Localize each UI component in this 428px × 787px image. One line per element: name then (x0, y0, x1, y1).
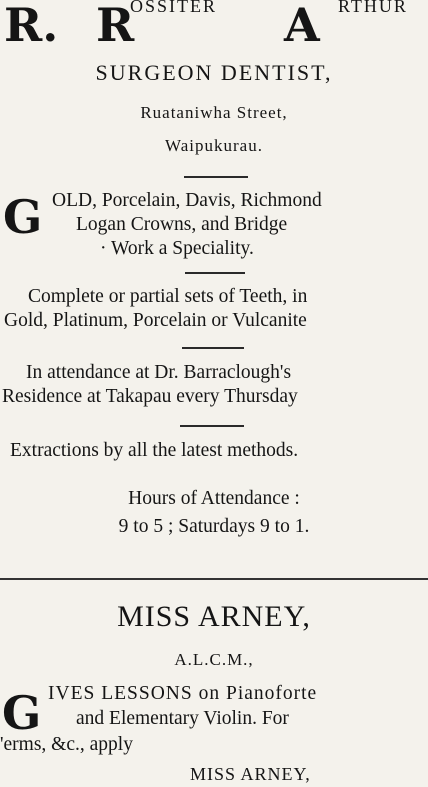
gold-line-1: OLD, Porcelain, Davis, Richmond (52, 190, 322, 211)
qualification: A.L.C.M., (174, 650, 254, 669)
masthead-initial-r: R. (4, 0, 59, 52)
gold-dropcap: G (3, 190, 43, 244)
masthead-initial-a: A (284, 0, 320, 52)
signature: MISS ARNEY, (190, 764, 311, 784)
lessons-line-2: and Elementary Violin. For (76, 708, 289, 729)
masthead-forename-rest: RTHUR (338, 0, 408, 16)
gold-line-2: Logan Crowns, and Bridge (76, 214, 288, 235)
divider (180, 425, 244, 427)
lessons-dropcap: G (2, 686, 42, 740)
street-address: Ruataniwha Street, (140, 103, 288, 122)
lessons-line-1: IVES LESSONS on Pianoforte (48, 683, 318, 704)
sets-line-1: Complete or partial sets of Teeth, in (28, 286, 308, 307)
profession-title: SURGEON DENTIST, (95, 60, 333, 85)
hours-title: Hours of Attendance : (128, 488, 300, 509)
attendance-line-1: In attendance at Dr. Barraclough's (26, 362, 292, 383)
masthead-surname-rest: OSSITER (130, 0, 218, 16)
divider (184, 176, 248, 178)
gold-line-3: · Work a Speciality. (100, 238, 254, 259)
attendance-line-2: Residence at Takapau every Thursday (2, 386, 298, 407)
miss-arney-title: MISS ARNEY, (117, 600, 311, 633)
sets-line-2: Gold, Platinum, Porcelain or Vulcanite (4, 310, 307, 331)
masthead-initial-r2: R (96, 0, 135, 52)
town-address: Waipukurau. (165, 136, 263, 155)
hours-value: 9 to 5 ; Saturdays 9 to 1. (118, 516, 310, 537)
divider (185, 272, 245, 274)
column-separator (0, 578, 428, 580)
extractions-line: Extractions by all the latest methods. (10, 440, 299, 461)
divider (182, 347, 244, 349)
lessons-line-3: 'erms, &c., apply (0, 734, 133, 755)
